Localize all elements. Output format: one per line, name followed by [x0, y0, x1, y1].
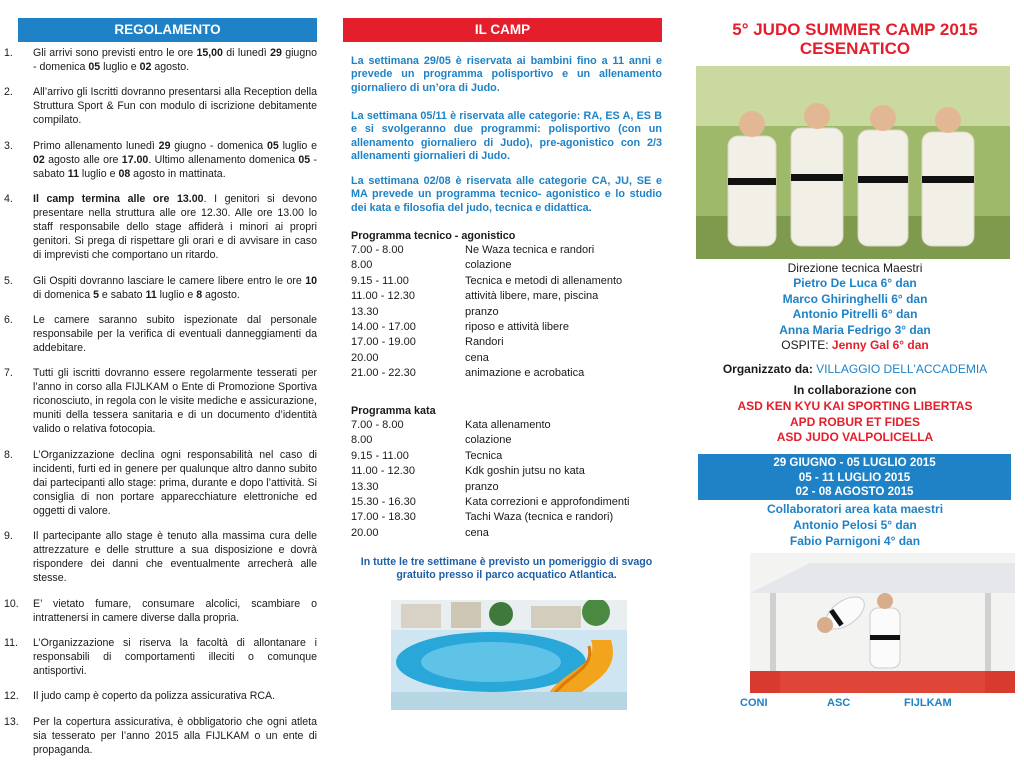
camp-week1-text: La settimana 29/05 è riservata ai bambini fino a 11 anni e prevede un programma polisportivo e un allenamento giornaliero di un’ora di Judo. [351, 55, 662, 94]
rule-text: 5 [93, 288, 99, 301]
program-row [351, 258, 666, 273]
date-line: 02 - 08 AGOSTO 2015 [795, 485, 914, 498]
rule-text: 29 [270, 47, 282, 59]
program-row [351, 510, 666, 525]
rule-item [4, 448, 317, 518]
rule-item [4, 366, 317, 436]
rule-text: e sabato [98, 288, 146, 301]
program-time: 9.15 - 11.00 [351, 449, 409, 462]
maestro-name: Antonio Pitrelli 6° dan [792, 307, 918, 321]
dates-box [698, 454, 1011, 500]
rule-text: Tutti gli iscritti dovranno essere regolarmente tesserati per l’anno in corso alla FIJLKAM o Ente di Promozione Sportiva riconosciuto, in regola con le visite mediche e assicurazione, muniti della tessera sanitaria e di un documento d’identità valido o relativa fotocopia. [33, 367, 317, 436]
program-row [351, 351, 666, 366]
program-row [351, 526, 666, 541]
rule-text: giugno - domenica [170, 139, 267, 152]
program-time: 17.00 - 18.30 [351, 511, 416, 524]
rule-text: - sabato [33, 153, 317, 180]
program-row [351, 274, 666, 289]
rule-item [4, 46, 317, 74]
programma-kata-title: Programma kata [351, 405, 436, 417]
program-row [351, 480, 666, 495]
judo-throw-photo [750, 553, 1015, 693]
collaborazione-label: In collaborazione con [793, 383, 917, 397]
camp-banner: IL CAMP [343, 18, 662, 42]
program-activity: colazione [465, 259, 512, 272]
rule-text: 11 [67, 167, 79, 180]
programma-agonistico-title: Programma tecnico - agonistico [351, 230, 516, 242]
ospite-line [690, 338, 1020, 354]
program-activity: animazione e acrobatica [465, 367, 585, 380]
program-time: 11.00 - 12.30 [351, 465, 416, 478]
program-row [351, 366, 666, 381]
rule-number: 9. [4, 530, 13, 543]
rule-text: L’Organizzazione si riserva la facoltà di allontanare i responsabili di comportamenti illeciti o comunque antisportivi. [33, 636, 317, 677]
rule-number: 1. [4, 47, 13, 59]
programma-kata-table [351, 418, 666, 541]
masters-photo [696, 66, 1010, 259]
rule-text: 15,00 [196, 47, 223, 59]
program-activity: Kdk goshin jutsu no kata [465, 465, 585, 478]
logo-fijlkam: FIJLKAM [904, 697, 952, 709]
program-row [351, 464, 666, 479]
rule-text: 02 [139, 61, 152, 73]
program-time: 21.00 - 22.30 [351, 367, 416, 380]
rule-text: . I genitori si devono presentare nella struttura alle ore 12.30. Alle ore 13.00 lo staff responsabile dello stage affiderà i minori ai propri genitori. Si prega di rispettare gli orari e di avvisare in caso di imprevisti che comportano un ritardo. [33, 193, 317, 262]
rule-number: 8. [4, 448, 13, 461]
rule-number: 3. [4, 139, 13, 152]
rule-item [4, 715, 317, 757]
rule-item [4, 274, 317, 302]
program-activity: Tachi Waza (tecnica e randori) [465, 511, 614, 524]
camp-title-line1: 5° JUDO SUMMER CAMP 2015 [732, 20, 978, 39]
program-time: 11.00 - 12.30 [351, 290, 416, 303]
program-row [351, 305, 666, 320]
rule-item [4, 85, 317, 127]
rule-text: 05 [298, 153, 311, 166]
program-row [351, 243, 666, 258]
program-time: 20.00 [351, 351, 379, 364]
programma-agonistico-table [351, 243, 666, 382]
rule-text: Il camp termina alle ore 13.00 [33, 193, 204, 206]
camp-title [690, 20, 1020, 58]
program-activity: Ne Waza tecnica e randori [465, 244, 595, 256]
rule-number: 4. [4, 193, 13, 206]
program-time: 14.00 - 17.00 [351, 320, 416, 333]
rule-text: 05 [88, 61, 101, 73]
rule-text: 11 [145, 288, 157, 301]
rule-text: luglio e [156, 288, 197, 301]
program-time: 13.30 [351, 480, 379, 493]
program-time: 8.00 [351, 434, 373, 447]
rule-item [4, 313, 317, 355]
rule-text: 29 [158, 139, 171, 152]
camp-week3-text: La settimana 02/08 è riservata alle categorie CA, JU, SE e MA prevede un programma tecnico- agonistico e lo studio dei kata e filosofia del judo, tecnica e didattica. [351, 175, 662, 214]
program-activity: pranzo [465, 480, 499, 493]
program-activity: Tecnica e metodi di allenamento [465, 274, 623, 287]
program-time: 8.00 [351, 259, 373, 272]
rule-number: 11. [4, 636, 18, 649]
date-line: 05 - 11 LUGLIO 2015 [798, 470, 911, 484]
program-activity: Tecnica [465, 449, 503, 462]
rule-text: 17.00 [121, 153, 149, 166]
collaboratori-list [690, 518, 1020, 549]
rule-number: 6. [4, 313, 13, 326]
rule-text: L’Organizzazione declina ogni responsabilità nel caso di incidenti, furti ed in genere per qualunque altro danno subito dai partecipanti allo stage: prima, durante e dopo l’attività. Si consiglia di non portare apparecchiature elettroniche ed oggetti di valore. [33, 448, 317, 517]
rule-item [4, 689, 317, 703]
rule-number: 12. [4, 690, 19, 703]
rule-text: E’ vietato fumare, consumare alcolici, scambiare o intrattenersi in camere diverse dalla propria. [33, 597, 317, 624]
water-park-photo [391, 600, 627, 710]
program-row [351, 495, 666, 510]
associazione-name: APD ROBUR ET FIDES [789, 414, 920, 429]
rule-text: Per la copertura assicurativa, è obbligatorio che ogni atleta sia tesserato per l’anno 2015 alla FIJLKAM o un ente di propaganda. [33, 715, 317, 756]
logo-asc: ASC [827, 697, 851, 709]
program-activity: cena [465, 526, 489, 539]
regolamento-banner: REGOLAMENTO [18, 18, 317, 42]
program-activity: Kata allenamento [465, 419, 551, 431]
organizzato-label: Organizzato da: [722, 362, 813, 376]
associazioni-list [690, 399, 1020, 446]
maestro-name: Pietro De Luca 6° dan [793, 276, 917, 290]
rule-text: di domenica [33, 288, 94, 301]
organizzato-value: VILLAGGIO DELL'ACCADEMIA [816, 362, 988, 376]
program-row [351, 289, 666, 304]
ospite-name: Jenny Gal 6° dan [831, 338, 929, 352]
rule-text: luglio e [78, 167, 119, 180]
rule-text: agosto. [151, 61, 190, 73]
logo-coni: CONI [740, 697, 768, 709]
program-row [351, 433, 666, 448]
rule-text: di lunedì [222, 47, 271, 59]
direzione-label: Direzione tecnica Maestri [787, 261, 923, 275]
ospite-label: OSPITE: [781, 338, 829, 352]
program-time: 13.30 [351, 305, 379, 318]
rule-item [4, 597, 317, 625]
program-activity: attività libere, mare, piscina [465, 290, 599, 303]
program-row [351, 335, 666, 350]
rule-number: 2. [4, 86, 13, 99]
rule-text: agosto in mattinata. [130, 167, 226, 180]
rule-item [4, 192, 317, 262]
maestro-name: Marco Ghiringhelli 6° dan [782, 291, 928, 306]
collaboratore-name: Fabio Parnigoni 4° dan [789, 533, 921, 548]
program-time: 17.00 - 19.00 [351, 336, 416, 349]
rule-text: Le camere saranno subito ispezionate dal personale responsabile per la verifica di eventuali danneggiamenti da addebitare. [33, 313, 317, 354]
rule-text: Gli Ospiti dovranno lasciare le camere libere entro le ore [33, 274, 306, 287]
camp-week2-text: La settimana 05/11 è riservata alle categorie: RA, ES A, ES B e si svolgeranno due programmi: polisportivo (con un allenamento giornaliero di Judo), pre-agonistico con 2/3 allenamenti giornalieri di Judo. [351, 110, 662, 162]
rule-text: Primo allenamento lunedì [33, 139, 159, 152]
rule-text: Il judo camp è coperto da polizza assicurativa RCA. [33, 690, 276, 703]
rule-number: 5. [4, 274, 13, 287]
rule-text: 10 [305, 274, 317, 287]
rule-text: . Ultimo allenamento domenica [148, 153, 299, 166]
rule-text: agosto. [202, 288, 240, 301]
rule-text: 8 [196, 288, 203, 301]
associazione-name: ASD JUDO VALPOLICELLA [776, 430, 934, 444]
rule-text: 02 [33, 153, 45, 166]
program-row [351, 449, 666, 464]
program-time: 7.00 - 8.00 [351, 244, 404, 256]
program-activity: colazione [465, 434, 512, 447]
program-row [351, 320, 666, 335]
program-activity: Kata correzioni e approfondimenti [465, 495, 630, 508]
rule-number: 13. [4, 715, 19, 728]
rule-text: agosto alle ore [44, 153, 122, 166]
maestro-name: Anna Maria Fedrigo 3° dan [779, 322, 931, 337]
program-activity: Randori [465, 336, 504, 349]
date-line: 29 GIUGNO - 05 LUGLIO 2015 [773, 456, 936, 469]
program-time: 20.00 [351, 526, 379, 539]
program-activity: cena [465, 351, 489, 364]
maestri-list [690, 276, 1020, 338]
water-park-note: In tutte le tre settimane è previsto un pomeriggio di svago gratuito presso il parco acquatico Atlantica. [360, 556, 653, 581]
program-time: 9.15 - 11.00 [351, 274, 409, 287]
rule-text: luglio e [278, 139, 318, 152]
collaboratori-title: Collaboratori area kata maestri [766, 502, 944, 516]
organizzato-line [690, 362, 1020, 378]
rule-number: 7. [4, 367, 13, 380]
associazione-name: ASD KEN KYU KAI SPORTING LIBERTAS [737, 399, 973, 413]
rules-list [4, 46, 317, 768]
program-row [351, 418, 666, 433]
collaboratore-name: Antonio Pelosi 5° dan [793, 518, 917, 532]
rule-item [4, 139, 317, 181]
program-time: 7.00 - 8.00 [351, 419, 404, 431]
rule-text: 05 [266, 139, 279, 152]
rule-text: giugno - domenica [33, 47, 317, 73]
program-activity: pranzo [465, 305, 499, 318]
camp-title-line2: CESENATICO [799, 39, 911, 58]
rule-text: All’arrivo gli Iscritti dovranno presentarsi alla Reception della Struttura Sport & Fun con modulo di iscrizione debitamente compilato. [33, 86, 317, 127]
rule-item [4, 529, 317, 585]
rule-text: 08 [118, 167, 131, 180]
rule-text: luglio e [100, 61, 140, 73]
program-time: 15.30 - 16.30 [351, 495, 416, 508]
rule-number: 10. [4, 597, 19, 610]
rule-text: Gli arrivi sono previsti entro le ore [33, 47, 197, 59]
program-activity: riposo e attività libere [465, 320, 569, 333]
rule-text: Il partecipante allo stage è tenuto alla massima cura delle attrezzature e delle strutture a sua disposizione e dovrà rispondere dei danni che eventualmente arrecherà alle stesse. [33, 530, 317, 585]
rule-item [4, 636, 317, 678]
